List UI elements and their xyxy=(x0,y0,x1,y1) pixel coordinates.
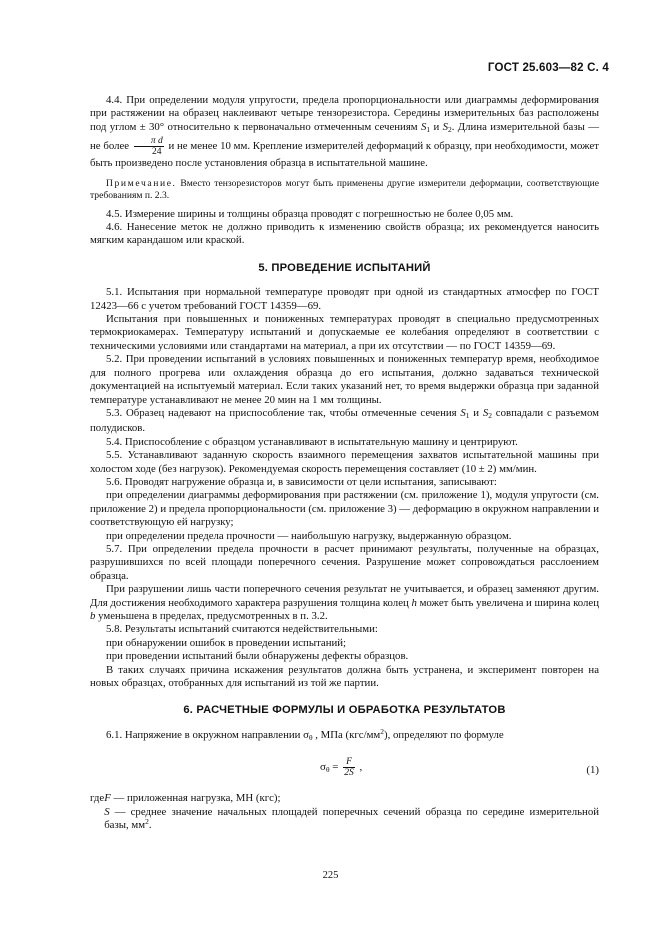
definition-s: S — среднее значение начальных площадей поперечных сечений образца по середине измерительной базы, $мм^2$. xyxy=(104,805,599,832)
document-body xyxy=(90,94,599,832)
formula-1 xyxy=(90,752,599,786)
paragraph-5-8-b: при проведении испытаний были обнаружены дефекты образцов. xyxy=(106,650,409,663)
formula-expression: $\sigma_\theta$ = $\frac{F}{2S}$ , xyxy=(320,757,363,779)
paragraph-5-4: 5.4. Приспособление с образцом устанавливают в испытательную машину и центрируют. xyxy=(106,435,518,448)
paragraph-5-7-b: При разрушении лишь части поперечного сечения результат не учитывается, и образец заменяют другим. Для достижения необходимого характера разрушения толщина колец h может быть увеличена и ширина колец b уменьшена в пределах, предусмотренных в п. 3.2. xyxy=(90,583,599,622)
paragraph-5-7: 5.7. При определении предела прочности в расчет принимают результаты, полученные на образцах, разрушившихся по всей площади поперечного сечения. Разрушение может сопровождаться расслоением образца. xyxy=(90,542,599,582)
paragraph-5-1-b: Испытания при повышенных и пониженных температурах проводят в специально предусмотренных термокриокамерах. Температуру испытаний и допускаемые ее колебания определяют в соответствии с техническими условиями или стандартами на материал, а при их отсутствии — по ГОСТ 14359—69. xyxy=(90,313,599,352)
paragraph-5-8-c: В таких случаях причина искажения результатов должна быть устранена, и эксперимент повторен на новых образцах, отобранных для испытаний из той же партии. xyxy=(90,663,599,690)
standard-code-header: ГОСТ 25.603—82 С. 4 xyxy=(487,62,609,74)
paragraph-5-5: 5.5. Устанавливают заданную скорость взаимного перемещения захватов испытательной машины при холостом ходе (без нагрузок). Рекомендуемая скорость перемещения составляет (10 ± 2) мм/мин. xyxy=(90,449,599,475)
formula-fraction: $\frac{F}{2S}$ xyxy=(344,757,354,779)
formula-number: (1) xyxy=(586,764,599,777)
paragraph-5-8-a: при обнаружении ошибок в проведении испытаний; xyxy=(106,636,347,649)
definition-f: где F — приложенная нагрузка, МН (кгс); xyxy=(90,792,281,805)
paragraph-4-4: 4.4. При определении модуля упругости, предела пропорциональности или диаграммы деформирования при растяжении на образец наклеивают четыре тензорезистора. Середины измерительных баз расположены под углом ± 30° относительно к первоначально отмеченным сечениям $S_1$ и $S_2$. Длина измерительной базы — не более $\frac{\text{π d}}{24}$ и не менее 10 мм. Крепление измерителей деформаций к образцу, при необходимости, может быть произведено после установления образца в испытательной машине. xyxy=(90,94,599,170)
page-number: 225 xyxy=(322,870,339,881)
section-5-title: 5. ПРОВЕДЕНИЕ ИСПЫТАНИЙ xyxy=(258,261,431,274)
paragraph-5-3: 5.3. Образец надевают на приспособление так, чтобы отмеченные сечения $S_1$ и $S_2$ совпадали с разъемом полудисков. xyxy=(90,406,599,435)
paragraph-5-6: 5.6. Проводят нагружение образца и, в зависимости от цели испытания, записывают: xyxy=(106,475,497,488)
paragraph-4-6: 4.6. Нанесение меток не должно приводить к изменению свойств образца; их рекомендуется наносить мягким карандашом или краской. xyxy=(90,221,599,247)
paragraph-4-5: 4.5. Измерение ширины и толщины образца проводят с погрешностью не более 0,05 мм. xyxy=(106,207,514,220)
paragraph-5-1: 5.1. Испытания при нормальной температуре проводят при одной из стандартных атмосфер по ГОСТ 12423—66 с учетом требований ГОСТ 14359—69. xyxy=(90,286,599,312)
paragraph-6-1: 6.1. Напряжение в окружном направлении $\sigma_\theta$ , МПа $(кгс/мм^2)$, определяют по формуле xyxy=(106,726,504,742)
paragraph-5-2: 5.2. При проведении испытаний в условиях повышенных и пониженных температур время, необходимое для полного прогрева или охлаждения образца до его испытания, должно задаваться технической документацией на испытуемый материал. Если таких указаний нет, то время выдержки образца при заданной температуре устанавливают не менее 20 мин на 1 мм толщины. xyxy=(90,353,599,406)
paragraph-5-6-a: при определении диаграммы деформирования при растяжении (см. приложение 1), модуля упругости (см. приложение 2) и предела пропорциональности (см. приложение 3) — деформацию в окружном направлении и соответствующую ей нагрузку; xyxy=(90,489,599,529)
section-6-title: 6. РАСЧЕТНЫЕ ФОРМУЛЫ И ОБРАБОТКА РЕЗУЛЬТАТОВ xyxy=(183,704,506,717)
fraction-pi-d-24: $\frac{\text{π d}}{24}$ xyxy=(134,136,164,157)
note: Примечание. Вместо тензорезисторов могут быть применены другие измерители деформации, соответствующие требованиям п. 2.3. xyxy=(90,177,599,201)
paragraph-5-6-b: при определении предела прочности — наибольшую нагрузку, выдержанную образцом. xyxy=(106,529,512,542)
paragraph-5-8: 5.8. Результаты испытаний считаются недействительными: xyxy=(106,623,378,636)
